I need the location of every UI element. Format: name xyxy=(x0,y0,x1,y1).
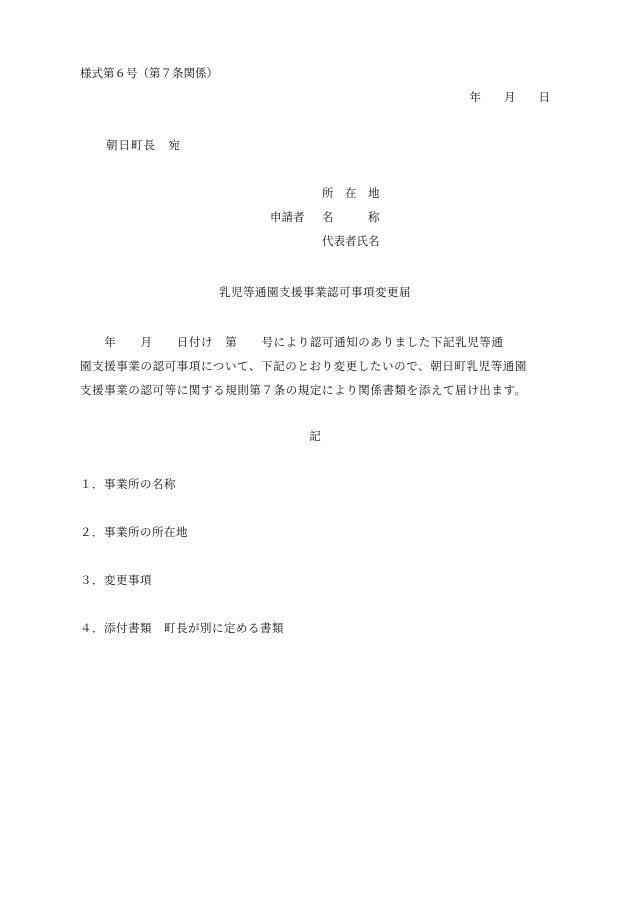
applicant-name-row xyxy=(270,211,380,235)
location-label: 所 在 地 xyxy=(322,186,380,200)
ki-heading: 記 xyxy=(309,429,321,443)
applicant-prefix: 申請者 xyxy=(270,210,305,224)
list-item: ４．添付書類 町長が別に定める書類 xyxy=(80,621,284,635)
applicant-block xyxy=(270,187,380,259)
body-line: 年 月 日付け 第 号により認可通知のありました下記乳児等通 xyxy=(80,335,504,349)
list-item: １．事業所の名称 xyxy=(80,477,176,491)
body-line: 支援事業の認可等に関する規則第７条の規定により関係書類を添えて届け出ます。 xyxy=(80,383,527,397)
body-line: 園支援事業の認可事項について、下記のとおり変更したいので、朝日町乳児等通園 xyxy=(80,359,528,373)
addressee: 朝日町長 宛 xyxy=(106,138,181,152)
applicant-location-row xyxy=(270,187,380,211)
list-item: ３．変更事項 xyxy=(80,573,152,587)
document-title: 乳児等通園支援事業認可事項変更届 xyxy=(219,285,411,299)
applicant-representative-row xyxy=(270,235,380,259)
name-label: 名 称 xyxy=(322,210,380,224)
list-item: ２．事業所の所在地 xyxy=(80,525,188,539)
form-number: 様式第６号（第７条関係） xyxy=(80,66,218,80)
body-paragraph xyxy=(80,330,552,402)
date-line: 年 月 日 xyxy=(469,90,550,104)
representative-label: 代表者氏名 xyxy=(322,234,380,248)
